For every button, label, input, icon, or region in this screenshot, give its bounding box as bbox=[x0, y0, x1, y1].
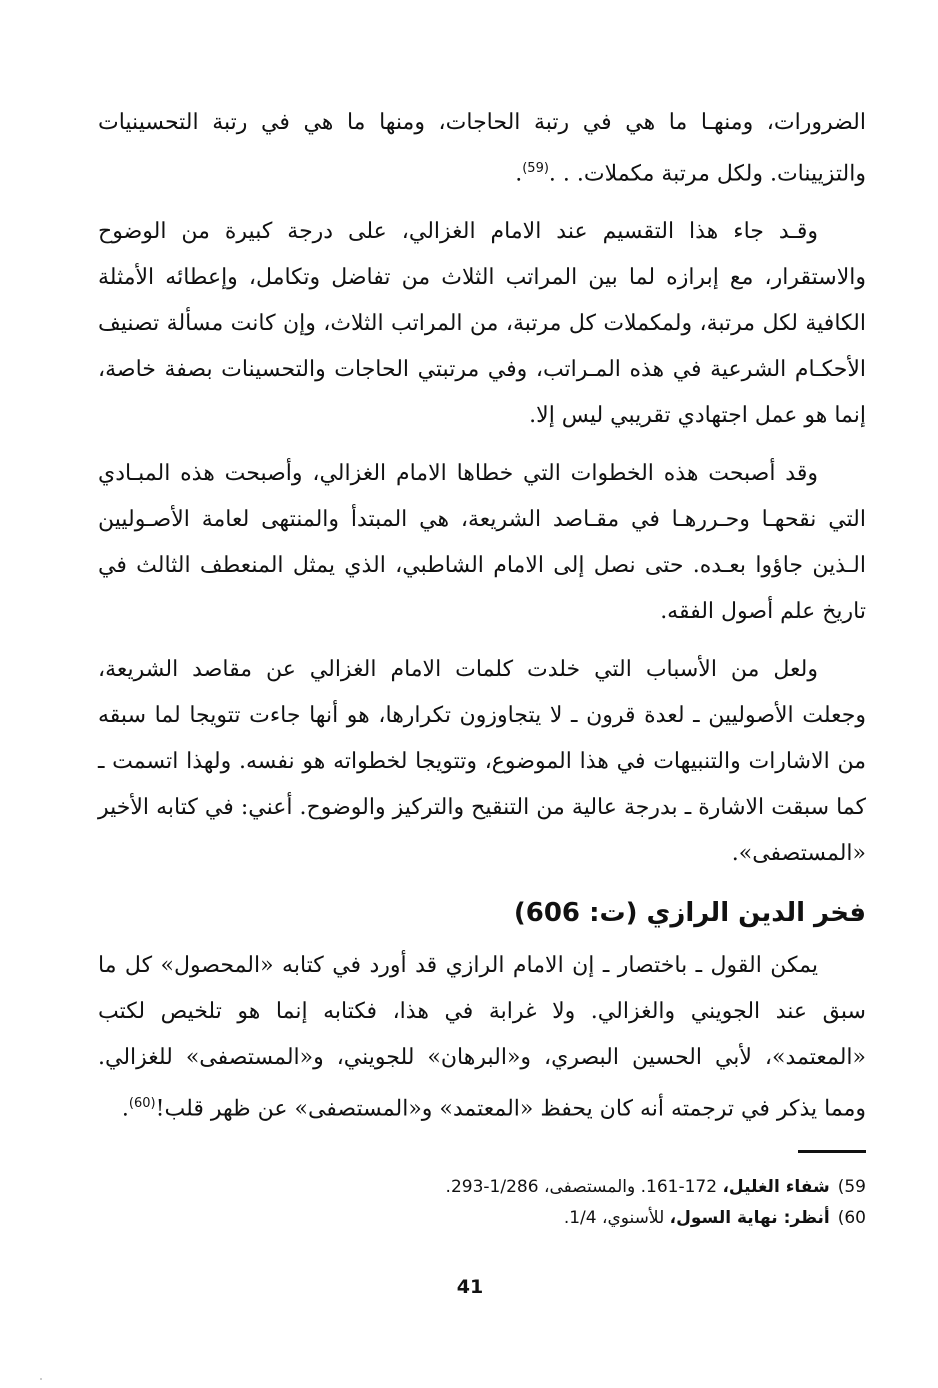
paragraph-1 bbox=[98, 100, 866, 197]
footnote-separator bbox=[798, 1150, 866, 1153]
main-text bbox=[98, 100, 866, 1145]
footnote-number: 59) bbox=[837, 1177, 866, 1197]
page-number: 41 bbox=[456, 1276, 484, 1298]
footnote-source: شفاء الغليل، bbox=[722, 1177, 830, 1197]
paragraph-5-end: . bbox=[121, 1096, 129, 1122]
paragraph-3: وقد أصبحت هذه الخطوات التي خطاها الامام الغزالي، وأصبحت هذه المبـادي التي نقحهـا وحـررهـا في مقـاصد الشريعة، هي المبتدأ والمنتهى لعامة الأصـوليين الـذين جاؤوا بعـده. حتى نصل إلى الامام الشاطبي، الذي يمثل المنعطف الثالث في تاريخ علم أصول الفقه. bbox=[98, 461, 866, 625]
footnote-60 bbox=[146, 1203, 866, 1234]
scan-speck bbox=[40, 1378, 42, 1380]
paragraph-2: وقـد جاء هذا التقسيم عند الامام الغزالي، على درجة كبيرة من الوضوح والاستقرار، مع إبرازه لما بين المراتب الثلاث من تفاضل وتكامل، وإعطائه الأمثلة الكافية لكل مرتبة، ولمكملات كل مرتبة، من المراتب الثلاث، وإن كانت مسألة تصنيف الأحكـام الشرعية في هذه المـراتب، وفي مرتبتي الحاجات والتحسينات بصفة خاصة، إنما هو عمل اجتهادي تقريبي ليس إلا. bbox=[98, 219, 866, 429]
footnotes bbox=[146, 1172, 866, 1234]
footnote-source: أنظر: نهاية السول، bbox=[669, 1208, 830, 1228]
footnote-detail: للأسنوي، 1/4. bbox=[563, 1208, 665, 1228]
paragraph-5 bbox=[98, 943, 866, 1132]
footnote-number: 60) bbox=[837, 1208, 866, 1228]
section-heading: فخر الدين الرازي (ت: 606) bbox=[513, 898, 866, 929]
footnote-59 bbox=[146, 1172, 866, 1203]
paragraph-4: ولعل من الأسباب التي خلدت كلمات الامام الغزالي عن مقاصد الشريعة، وجعلت الأصوليين ـ لعدة قرون ـ لا يتجاوزون تكرارها، هو أنها جاءت تتويجا لما سبقه من الاشارات والتنبيهات في هذا الموضوع، وتتويجا لخطواته هو نفسه. ولهذا اتسمت ـ كما سبقت الاشارة ـ بدرجة عالية من التنقيح والتركيز والوضوح. أعني: في كتابه الأخير «المستصفى». bbox=[98, 657, 866, 867]
paragraph-5-text: يمكن القول ـ باختصار ـ إن الامام الرازي قد أورد في كتابه «المحصول» كل ما سبق عند الجويني والغزالي. ولا غرابة في هذا، فكتابه إنما هو تلخيص لكتب «المعتمد»، لأبي الحسين البصري، و«البرهان» للجويني، و«المستصفى» للغزالي. ومما يذكر في ترجمته أنه كان يحفظ «المعتمد» و«المستصفى» عن ظهر قلب! bbox=[98, 953, 867, 1122]
footnote-detail: 172-161. والمستصفى، 1/286-293. bbox=[445, 1177, 718, 1197]
footnote-ref-60[interactable]: (60) bbox=[128, 1096, 156, 1112]
footnote-ref-59[interactable]: (59) bbox=[522, 161, 549, 176]
paragraph-1-text: الضرورات، ومنهـا ما هي في رتبة الحاجات، ومنها ما هي في رتبة التحسينيات والتزيينات. ولكل مرتبة مكملات. . . bbox=[98, 110, 866, 187]
paragraph-1-end: . bbox=[515, 161, 523, 187]
